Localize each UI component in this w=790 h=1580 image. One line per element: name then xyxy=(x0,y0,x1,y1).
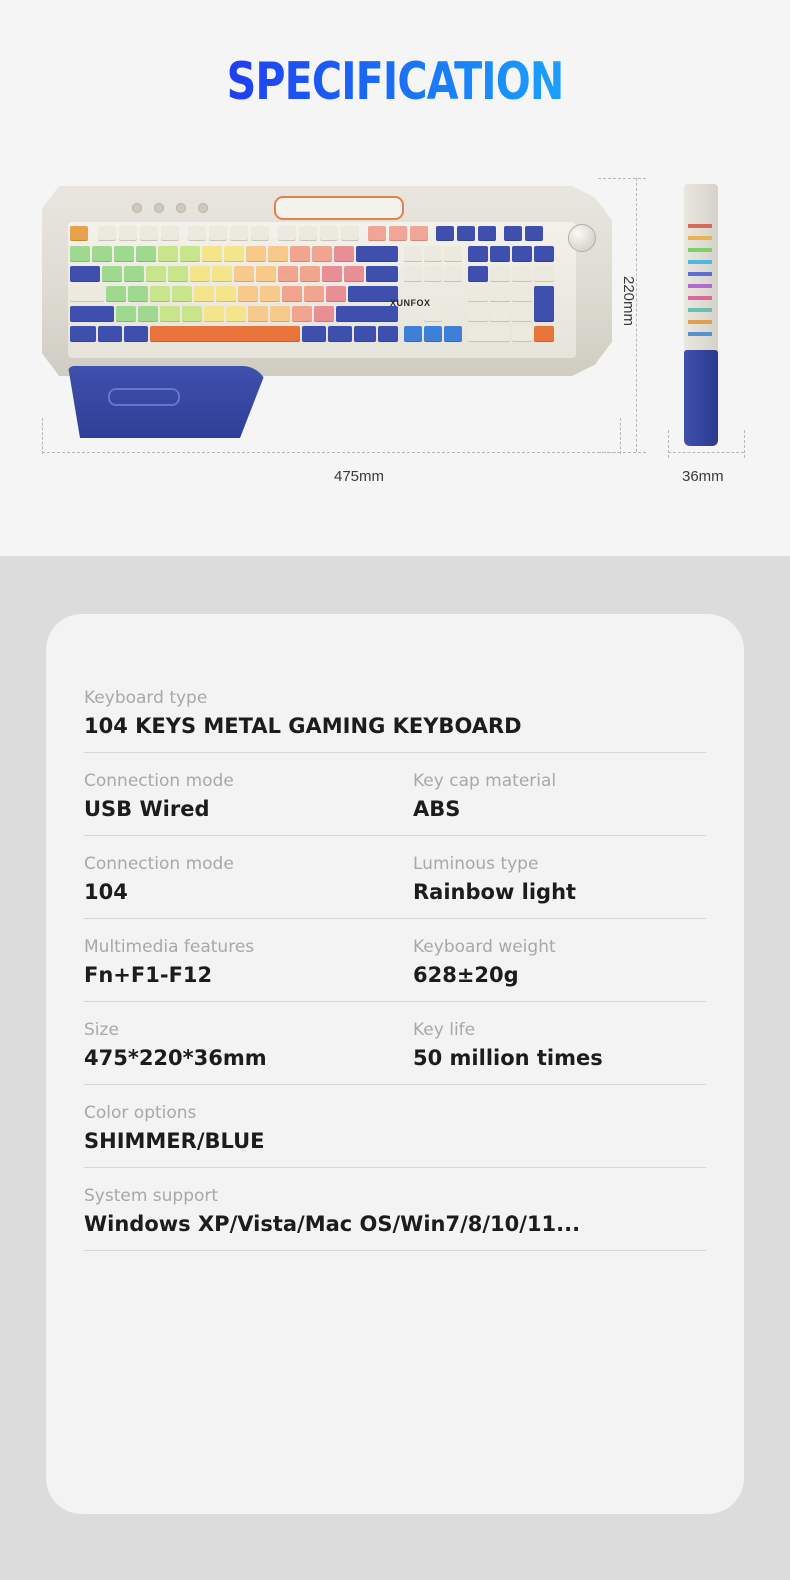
spec-value: SHIMMER/BLUE xyxy=(84,1129,265,1153)
table-row xyxy=(84,771,706,836)
spec-label: Color options xyxy=(84,1103,197,1123)
width-dimension-line xyxy=(42,452,620,453)
side-light-strip-7 xyxy=(688,296,712,300)
volume-knob xyxy=(568,224,596,252)
spec-value: Windows XP/Vista/Mac OS/Win7/8/10/11... xyxy=(84,1212,581,1236)
spec-value: 104 xyxy=(84,880,128,904)
indicator-dot-2 xyxy=(154,203,164,213)
spec-cell-connection-mode xyxy=(84,771,395,821)
depth-dimension-label: 36mm xyxy=(682,468,724,485)
spec-value: ABS xyxy=(413,797,461,821)
indicator-dot-3 xyxy=(176,203,186,213)
height-bottom-guide xyxy=(598,452,646,453)
side-light-strip-1 xyxy=(688,224,712,228)
keyboard-top-strip xyxy=(58,194,598,218)
keyboard-side-wrist-rest xyxy=(684,350,718,446)
keyboard-phone-holder-slot xyxy=(274,196,404,220)
spec-label: Luminous type xyxy=(413,854,539,874)
spec-label: Key cap material xyxy=(413,771,557,791)
table-row xyxy=(84,688,706,753)
keyboard-top-view xyxy=(42,178,612,448)
spec-cell-size xyxy=(84,1020,395,1070)
indicator-dot-4 xyxy=(198,203,208,213)
wrist-rest-slot xyxy=(108,388,180,406)
side-light-strip-5 xyxy=(688,272,712,276)
side-light-strip-9 xyxy=(688,320,712,324)
spec-cell-multimedia-features xyxy=(84,937,395,987)
table-row xyxy=(84,854,706,919)
spec-label: System support xyxy=(84,1186,219,1206)
spec-value: Rainbow light xyxy=(413,880,577,904)
spec-cell-keyboard-weight xyxy=(395,937,706,987)
specs-card xyxy=(46,614,744,1514)
wrist-rest xyxy=(68,366,268,438)
spec-value: 475*220*36mm xyxy=(84,1046,267,1070)
table-row xyxy=(84,1020,706,1085)
indicator-dot-1 xyxy=(132,203,142,213)
depth-right-tick xyxy=(744,430,745,458)
side-light-strip-10 xyxy=(688,332,712,336)
spec-label: Keyboard type xyxy=(84,688,208,708)
spec-value: 628±20g xyxy=(413,963,519,987)
table-row xyxy=(84,937,706,1002)
spec-cell-key-count xyxy=(84,854,395,904)
spec-label: Multimedia features xyxy=(84,937,255,957)
spec-value: USB Wired xyxy=(84,797,210,821)
table-row xyxy=(84,1186,706,1251)
spec-cell-key-cap-material xyxy=(395,771,706,821)
specs-section xyxy=(0,556,790,1580)
spec-cell-system-support xyxy=(84,1186,706,1236)
spec-cell-luminous-type xyxy=(395,854,706,904)
side-light-strip-8 xyxy=(688,308,712,312)
keyboard-side-view xyxy=(672,178,742,448)
table-row xyxy=(84,1103,706,1168)
page-title: SPECIFICATION xyxy=(47,52,742,112)
spec-label: Key life xyxy=(413,1020,476,1040)
spec-label: Connection mode xyxy=(84,771,234,791)
spec-value: 50 million times xyxy=(413,1046,603,1070)
side-light-strip-2 xyxy=(688,236,712,240)
width-right-tick xyxy=(620,418,621,454)
side-light-strip-3 xyxy=(688,248,712,252)
keyboard-keyplate xyxy=(68,222,576,358)
height-dimension-label: 220mm xyxy=(620,276,637,327)
side-light-strip-6 xyxy=(688,284,712,288)
spec-value: Fn+F1-F12 xyxy=(84,963,213,987)
spec-label: Connection mode xyxy=(84,854,234,874)
width-dimension-label: 475mm xyxy=(334,468,385,485)
specs-table xyxy=(84,688,706,1269)
depth-left-tick xyxy=(668,430,669,458)
depth-dimension-line xyxy=(668,452,744,453)
spec-label: Keyboard weight xyxy=(413,937,556,957)
spec-value: 104 KEYS METAL GAMING KEYBOARD xyxy=(84,714,522,738)
brand-logo: XUNFOX xyxy=(390,298,431,308)
product-hero-section xyxy=(0,0,790,556)
spec-label: Size xyxy=(84,1020,119,1040)
side-light-strip-4 xyxy=(688,260,712,264)
spec-cell-keyboard-type xyxy=(84,688,706,738)
spec-cell-color-options xyxy=(84,1103,706,1153)
spec-cell-key-life xyxy=(395,1020,706,1070)
